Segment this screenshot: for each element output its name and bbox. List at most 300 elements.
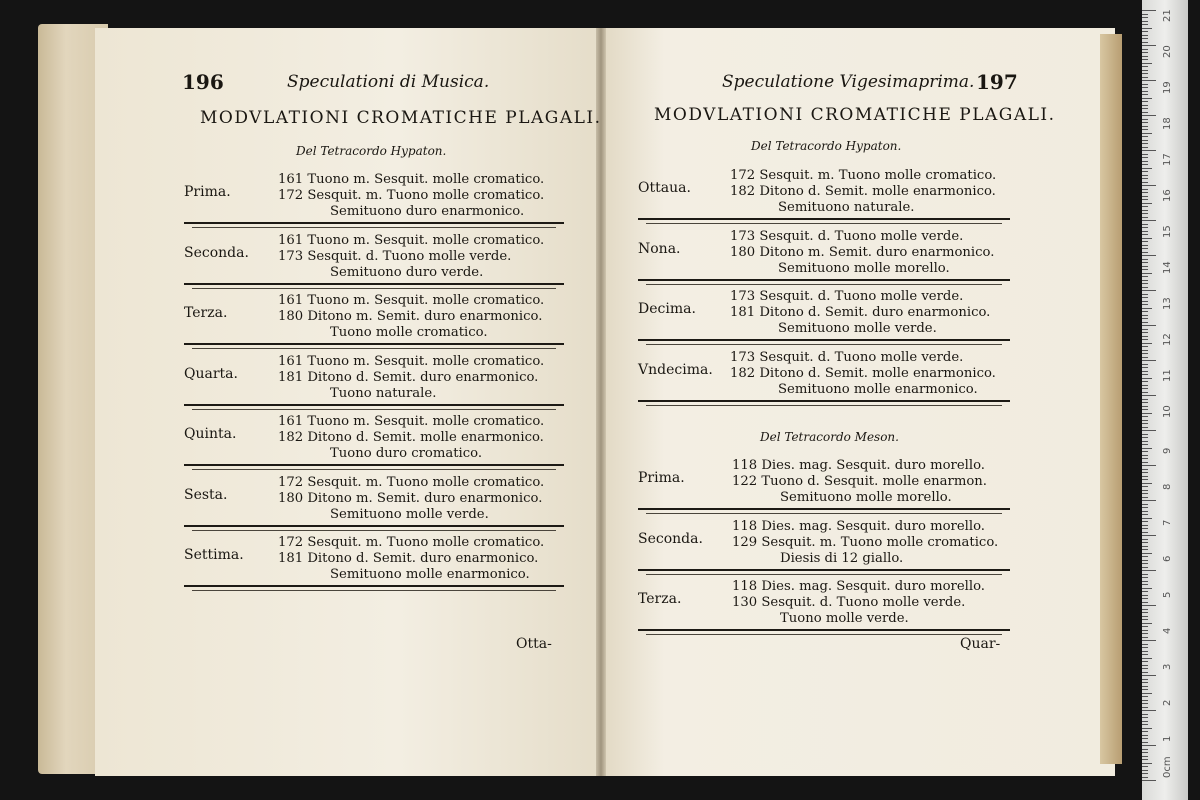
ruler-tick bbox=[1142, 591, 1148, 592]
entry-line: 122 Tuono d. Sesquit. molle enarmon. bbox=[732, 474, 987, 489]
ruler-tick bbox=[1142, 280, 1148, 281]
ruler-label: 0cm bbox=[1162, 756, 1173, 778]
ruler-tick bbox=[1142, 567, 1148, 568]
ruler-tick bbox=[1142, 325, 1156, 326]
ruler-tick bbox=[1142, 420, 1148, 421]
ruler-label: 12 bbox=[1162, 333, 1173, 346]
entry-line: Semituono molle verde. bbox=[778, 321, 937, 336]
separator-rule bbox=[638, 569, 1010, 571]
ruler-tick bbox=[1142, 297, 1148, 298]
ruler-tick bbox=[1142, 679, 1148, 680]
ruler-tick bbox=[1142, 563, 1148, 564]
ruler-tick bbox=[1142, 647, 1148, 648]
ruler-tick bbox=[1142, 455, 1148, 456]
entry-label: Decima. bbox=[638, 301, 696, 317]
ruler-tick bbox=[1142, 490, 1148, 491]
entry-line: 161 Tuono m. Sesquit. molle cromatico. bbox=[278, 353, 545, 369]
ruler-tick bbox=[1142, 283, 1148, 284]
ruler-tick bbox=[1142, 101, 1148, 102]
ruler-tick bbox=[1142, 252, 1148, 253]
entry-line: 172 Sesquit. m. Tuono molle cromatico. bbox=[278, 535, 545, 550]
ruler-tick bbox=[1142, 220, 1156, 221]
entry-line: 182 Ditono d. Semit. molle enarmonico. bbox=[730, 184, 996, 199]
ruler-tick bbox=[1142, 112, 1148, 113]
right-running-head: Speculatione Vigesimaprima. bbox=[722, 72, 975, 92]
ruler-tick bbox=[1142, 269, 1148, 270]
ruler-tick bbox=[1142, 500, 1156, 501]
ruler-tick bbox=[1142, 511, 1148, 512]
separator-rule bbox=[638, 400, 1010, 402]
entry-label: Vndecima. bbox=[638, 361, 713, 378]
entry-label: Quarta. bbox=[184, 365, 238, 382]
ruler-tick bbox=[1142, 525, 1148, 526]
separator-rule-thin bbox=[192, 409, 556, 410]
ruler-tick bbox=[1142, 392, 1148, 393]
ruler-tick bbox=[1142, 294, 1148, 295]
ruler-tick bbox=[1142, 164, 1148, 165]
ruler-tick bbox=[1142, 766, 1148, 767]
ruler-tick bbox=[1142, 707, 1148, 708]
ruler-tick bbox=[1142, 360, 1156, 361]
entry-line: 180 Ditono m. Semit. duro enarmonico. bbox=[278, 490, 543, 506]
ruler-tick bbox=[1142, 339, 1148, 340]
entry-line: 181 Ditono d. Semit. duro enarmonico. bbox=[278, 369, 539, 385]
ruler-tick bbox=[1142, 493, 1148, 494]
ruler-tick bbox=[1142, 458, 1148, 459]
ruler-tick bbox=[1142, 581, 1148, 582]
ruler-tick bbox=[1142, 231, 1148, 232]
ruler-tick bbox=[1142, 518, 1152, 519]
ruler-tick bbox=[1142, 658, 1152, 659]
ruler-tick bbox=[1142, 63, 1152, 64]
measuring-ruler bbox=[1142, 0, 1188, 800]
ruler-tick bbox=[1142, 168, 1152, 169]
right-title: MODVLATIONI CROMATICHE PLAGALI. bbox=[654, 105, 1056, 125]
ruler-tick bbox=[1142, 724, 1148, 725]
ruler-tick bbox=[1142, 430, 1156, 431]
separator-rule bbox=[184, 585, 564, 587]
ruler-tick bbox=[1142, 259, 1148, 260]
ruler-tick bbox=[1142, 133, 1152, 134]
ruler-tick bbox=[1142, 521, 1148, 522]
ruler-tick bbox=[1142, 504, 1148, 505]
ruler-tick bbox=[1142, 336, 1148, 337]
entry-line: 129 Sesquit. m. Tuono molle cromatico. bbox=[732, 534, 999, 550]
ruler-tick bbox=[1142, 759, 1148, 760]
ruler-tick bbox=[1142, 770, 1148, 771]
entry-label: Terza. bbox=[184, 305, 228, 321]
ruler-tick bbox=[1142, 756, 1148, 757]
ruler-tick bbox=[1142, 21, 1148, 22]
separator-rule bbox=[184, 283, 564, 285]
ruler-tick bbox=[1142, 94, 1148, 95]
ruler-label: 7 bbox=[1162, 519, 1173, 526]
separator-rule-thin bbox=[646, 513, 1002, 514]
ruler-tick bbox=[1142, 672, 1148, 673]
ruler-label: 6 bbox=[1162, 555, 1173, 562]
ruler-tick bbox=[1142, 24, 1148, 25]
ruler-tick bbox=[1142, 346, 1148, 347]
ruler-tick bbox=[1142, 70, 1148, 71]
ruler-tick bbox=[1142, 311, 1148, 312]
ruler-tick bbox=[1142, 703, 1148, 704]
entry-line: 173 Sesquit. d. Tuono molle verde. bbox=[730, 349, 964, 365]
ruler-tick bbox=[1142, 343, 1152, 344]
ruler-tick bbox=[1142, 80, 1156, 81]
entry-line: 130 Sesquit. d. Tuono molle verde. bbox=[732, 595, 966, 610]
separator-rule bbox=[184, 343, 564, 345]
ruler-tick bbox=[1142, 710, 1156, 711]
ruler-tick bbox=[1142, 693, 1152, 694]
ruler-tick bbox=[1142, 497, 1148, 498]
ruler-tick bbox=[1142, 689, 1148, 690]
ruler-tick bbox=[1142, 59, 1148, 60]
ruler-tick bbox=[1142, 52, 1148, 53]
ruler-tick bbox=[1142, 507, 1148, 508]
ruler-tick bbox=[1142, 777, 1148, 778]
ruler-tick bbox=[1142, 633, 1148, 634]
ruler-tick bbox=[1142, 385, 1148, 386]
ruler-tick bbox=[1142, 714, 1148, 715]
ruler-tick bbox=[1142, 528, 1148, 529]
ruler-tick bbox=[1142, 56, 1148, 57]
separator-rule bbox=[638, 629, 1010, 631]
ruler-tick bbox=[1142, 588, 1152, 589]
ruler-tick bbox=[1142, 686, 1148, 687]
ruler-tick bbox=[1142, 171, 1148, 172]
ruler-label: 13 bbox=[1162, 297, 1173, 310]
ruler-tick bbox=[1142, 696, 1148, 697]
ruler-label: 11 bbox=[1162, 369, 1173, 382]
ruler-tick bbox=[1142, 182, 1148, 183]
ruler-tick bbox=[1142, 616, 1148, 617]
entry-line: Semituono molle verde. bbox=[330, 506, 489, 522]
ruler-tick bbox=[1142, 717, 1148, 718]
ruler-tick bbox=[1142, 147, 1148, 148]
ruler-tick bbox=[1142, 448, 1152, 449]
ruler-tick bbox=[1142, 626, 1148, 627]
ruler-tick bbox=[1142, 329, 1148, 330]
ruler-tick bbox=[1142, 276, 1148, 277]
ruler-tick bbox=[1142, 28, 1152, 29]
ruler-tick bbox=[1142, 122, 1148, 123]
ruler-tick bbox=[1142, 66, 1148, 67]
ruler-tick bbox=[1142, 84, 1148, 85]
separator-rule-thin bbox=[646, 223, 1002, 224]
entry-line: 173 Sesquit. d. Tuono molle verde. bbox=[730, 289, 964, 304]
right-catchword: Quar- bbox=[960, 636, 1001, 652]
left-title: MODVLATIONI CROMATICHE PLAGALI. bbox=[200, 108, 602, 128]
separator-rule bbox=[184, 464, 564, 466]
ruler-label: 9 bbox=[1162, 447, 1173, 454]
separator-rule-thin bbox=[646, 344, 1002, 345]
entry-label: Prima. bbox=[638, 470, 685, 486]
ruler-tick bbox=[1142, 31, 1148, 32]
entry-line: Diesis di 12 giallo. bbox=[780, 550, 904, 566]
ruler-tick bbox=[1142, 402, 1148, 403]
ruler-tick bbox=[1142, 381, 1148, 382]
ruler-label: 16 bbox=[1162, 189, 1173, 202]
entry-line: 172 Sesquit. m. Tuono molle cromatico. bbox=[730, 168, 997, 183]
ruler-tick bbox=[1142, 266, 1148, 267]
entry-label: Nona. bbox=[638, 240, 681, 257]
entry-line: 173 Sesquit. d. Tuono molle verde. bbox=[730, 228, 964, 244]
separator-rule-thin bbox=[192, 348, 556, 349]
ruler-tick bbox=[1142, 409, 1148, 410]
ruler-tick bbox=[1142, 595, 1148, 596]
ruler-tick bbox=[1142, 742, 1148, 743]
ruler-label: 10 bbox=[1162, 405, 1173, 418]
ruler-tick bbox=[1142, 157, 1148, 158]
ruler-tick bbox=[1142, 598, 1148, 599]
ruler-tick bbox=[1142, 154, 1148, 155]
ruler-tick bbox=[1142, 388, 1148, 389]
ruler-tick bbox=[1142, 651, 1148, 652]
ruler-tick bbox=[1142, 451, 1148, 452]
ruler-tick bbox=[1142, 374, 1148, 375]
ruler-tick bbox=[1142, 140, 1148, 141]
ruler-tick bbox=[1142, 661, 1148, 662]
ruler-tick bbox=[1142, 731, 1148, 732]
ruler-tick bbox=[1142, 136, 1148, 137]
ruler-tick bbox=[1142, 126, 1148, 127]
ruler-tick bbox=[1142, 45, 1156, 46]
entry-line: 181 Ditono d. Semit. duro enarmonico. bbox=[730, 305, 991, 320]
ruler-tick bbox=[1142, 637, 1148, 638]
ruler-tick bbox=[1142, 721, 1148, 722]
separator-rule bbox=[638, 279, 1010, 281]
ruler-tick bbox=[1142, 532, 1148, 533]
ruler-tick bbox=[1142, 486, 1148, 487]
entry-line: 161 Tuono m. Sesquit. molle cromatico. bbox=[278, 232, 545, 248]
ruler-tick bbox=[1142, 479, 1148, 480]
ruler-tick bbox=[1142, 234, 1148, 235]
ruler-tick bbox=[1142, 483, 1152, 484]
ruler-tick bbox=[1142, 178, 1148, 179]
ruler-tick bbox=[1142, 248, 1148, 249]
ruler-tick bbox=[1142, 227, 1148, 228]
entry-label: Seconda. bbox=[638, 530, 703, 547]
ruler-tick bbox=[1142, 357, 1148, 358]
ruler-label: 15 bbox=[1162, 225, 1173, 238]
ruler-tick bbox=[1142, 87, 1148, 88]
ruler-tick bbox=[1142, 668, 1148, 669]
ruler-tick bbox=[1142, 423, 1148, 424]
ruler-tick bbox=[1142, 399, 1148, 400]
separator-rule-thin bbox=[646, 574, 1002, 575]
right-subtitle-meson: Del Tetracordo Meson. bbox=[760, 430, 899, 444]
ruler-tick bbox=[1142, 175, 1148, 176]
ruler-tick bbox=[1142, 77, 1148, 78]
ruler-tick bbox=[1142, 192, 1148, 193]
ruler-tick bbox=[1142, 441, 1148, 442]
separator-rule bbox=[184, 222, 564, 224]
ruler-tick bbox=[1142, 542, 1148, 543]
ruler-label: 1 bbox=[1162, 735, 1173, 742]
ruler-tick bbox=[1142, 605, 1156, 606]
ruler-tick bbox=[1142, 241, 1148, 242]
ruler-tick bbox=[1142, 91, 1148, 92]
entry-line: 118 Dies. mag. Sesquit. duro morello. bbox=[732, 579, 986, 594]
ruler-label: 14 bbox=[1162, 261, 1173, 274]
ruler-tick bbox=[1142, 444, 1148, 445]
separator-rule-thin bbox=[192, 590, 556, 591]
ruler-tick bbox=[1142, 199, 1148, 200]
entry-label: Sesta. bbox=[184, 486, 228, 503]
ruler-tick bbox=[1142, 185, 1156, 186]
ruler-label: 5 bbox=[1162, 591, 1173, 598]
entry-line: 161 Tuono m. Sesquit. molle cromatico. bbox=[278, 172, 545, 187]
ruler-label: 17 bbox=[1162, 153, 1173, 166]
entry-label: Seconda. bbox=[184, 244, 249, 261]
ruler-tick bbox=[1142, 609, 1148, 610]
separator-rule bbox=[184, 525, 564, 527]
ruler-label: 18 bbox=[1162, 117, 1173, 130]
ruler-label: 2 bbox=[1162, 699, 1173, 706]
ruler-tick bbox=[1142, 577, 1148, 578]
ruler-tick bbox=[1142, 301, 1148, 302]
ruler-tick bbox=[1142, 738, 1148, 739]
ruler-tick bbox=[1142, 196, 1148, 197]
ruler-tick bbox=[1142, 434, 1148, 435]
ruler-tick bbox=[1142, 318, 1148, 319]
separator-rule-thin bbox=[646, 284, 1002, 285]
ruler-tick bbox=[1142, 682, 1148, 683]
ruler-tick bbox=[1142, 213, 1148, 214]
ruler-tick bbox=[1142, 749, 1148, 750]
entry-line: 182 Ditono d. Semit. molle enarmonico. bbox=[278, 430, 544, 445]
ruler-tick bbox=[1142, 287, 1148, 288]
ruler-tick bbox=[1142, 245, 1148, 246]
entry-line: 181 Ditono d. Semit. duro enarmonico. bbox=[278, 551, 539, 566]
ruler-tick bbox=[1142, 304, 1148, 305]
ruler-tick bbox=[1142, 150, 1156, 151]
ruler-tick bbox=[1142, 364, 1148, 365]
ruler-tick bbox=[1142, 549, 1148, 550]
separator-rule-thin bbox=[192, 288, 556, 289]
ruler-tick bbox=[1142, 119, 1148, 120]
left-page-number: 196 bbox=[182, 70, 224, 94]
ruler-tick bbox=[1142, 584, 1148, 585]
ruler-tick bbox=[1142, 395, 1156, 396]
ruler-label: 20 bbox=[1162, 45, 1173, 58]
left-running-head: Speculationi di Musica. bbox=[287, 72, 490, 92]
ruler-tick bbox=[1142, 612, 1148, 613]
ruler-tick bbox=[1142, 129, 1148, 130]
ruler-tick bbox=[1142, 14, 1148, 15]
ruler-tick bbox=[1142, 105, 1148, 106]
ruler-tick bbox=[1142, 38, 1148, 39]
ruler-label: 21 bbox=[1162, 9, 1173, 22]
entry-line: 161 Tuono m. Sesquit. molle cromatico. bbox=[278, 414, 545, 429]
ruler-tick bbox=[1142, 290, 1156, 291]
ruler-tick bbox=[1142, 665, 1148, 666]
ruler-label: 8 bbox=[1162, 483, 1173, 490]
entry-label: Terza. bbox=[638, 591, 682, 607]
separator-rule bbox=[638, 339, 1010, 341]
ruler-tick bbox=[1142, 367, 1148, 368]
ruler-tick bbox=[1142, 161, 1148, 162]
ruler-tick bbox=[1142, 217, 1148, 218]
entry-label: Settima. bbox=[184, 547, 244, 563]
book-right-edge bbox=[1100, 34, 1122, 764]
entry-line: 180 Ditono m. Semit. duro enarmonico. bbox=[278, 309, 543, 324]
ruler-tick bbox=[1142, 570, 1156, 571]
ruler-tick bbox=[1142, 644, 1148, 645]
right-page-number: 197 bbox=[976, 70, 1018, 94]
ruler-label: 3 bbox=[1162, 663, 1173, 670]
ruler-tick bbox=[1142, 619, 1148, 620]
ruler-tick bbox=[1142, 406, 1148, 407]
ruler-tick bbox=[1142, 210, 1148, 211]
ruler-tick bbox=[1142, 539, 1148, 540]
ruler-tick bbox=[1142, 255, 1156, 256]
ruler-tick bbox=[1142, 35, 1148, 36]
separator-rule-thin bbox=[646, 405, 1002, 406]
separator-rule-thin bbox=[646, 634, 1002, 635]
entry-line: Tuono naturale. bbox=[330, 385, 437, 401]
ruler-tick bbox=[1142, 735, 1148, 736]
ruler-tick bbox=[1142, 630, 1148, 631]
entry-line: 161 Tuono m. Sesquit. molle cromatico. bbox=[278, 293, 545, 308]
ruler-tick bbox=[1142, 108, 1148, 109]
entry-line: Semituono molle enarmonico. bbox=[778, 381, 978, 397]
ruler-tick bbox=[1142, 49, 1148, 50]
separator-rule bbox=[638, 218, 1010, 220]
ruler-tick bbox=[1142, 42, 1148, 43]
ruler-tick bbox=[1142, 308, 1152, 309]
ruler-tick bbox=[1142, 535, 1156, 536]
ruler-tick bbox=[1142, 654, 1148, 655]
ruler-tick bbox=[1142, 560, 1148, 561]
ruler-tick bbox=[1142, 413, 1152, 414]
ruler-tick bbox=[1142, 745, 1156, 746]
ruler-tick bbox=[1142, 773, 1148, 774]
ruler-tick bbox=[1142, 462, 1148, 463]
separator-rule-thin bbox=[192, 530, 556, 531]
ruler-label: 19 bbox=[1162, 81, 1173, 94]
ruler-tick bbox=[1142, 224, 1148, 225]
entry-line: 173 Sesquit. d. Tuono molle verde. bbox=[278, 248, 512, 264]
ruler-tick bbox=[1142, 273, 1152, 274]
ruler-tick bbox=[1142, 350, 1148, 351]
ruler-tick bbox=[1142, 546, 1148, 547]
ruler-tick bbox=[1142, 332, 1148, 333]
ruler-tick bbox=[1142, 465, 1156, 466]
entry-line: 118 Dies. mag. Sesquit. duro morello. bbox=[732, 458, 986, 473]
ruler-tick bbox=[1142, 752, 1148, 753]
entry-line: 172 Sesquit. m. Tuono molle cromatico. bbox=[278, 474, 545, 490]
entry-label: Quinta. bbox=[184, 426, 237, 442]
book-gutter bbox=[596, 28, 606, 776]
ruler-tick bbox=[1142, 416, 1148, 417]
entry-label: Ottaua. bbox=[638, 180, 691, 196]
ruler-tick bbox=[1142, 73, 1148, 74]
ruler-tick bbox=[1142, 728, 1152, 729]
ruler-tick bbox=[1142, 427, 1148, 428]
ruler-tick bbox=[1142, 371, 1148, 372]
ruler-tick bbox=[1142, 315, 1148, 316]
ruler-tick bbox=[1142, 574, 1148, 575]
ruler-tick bbox=[1142, 469, 1148, 470]
ruler-tick bbox=[1142, 378, 1152, 379]
ruler-tick bbox=[1142, 238, 1152, 239]
ruler-tick bbox=[1142, 17, 1148, 18]
ruler-tick bbox=[1142, 553, 1152, 554]
ruler-tick bbox=[1142, 353, 1148, 354]
ruler-tick bbox=[1142, 763, 1152, 764]
entry-line: Semituono duro enarmonico. bbox=[330, 204, 525, 219]
